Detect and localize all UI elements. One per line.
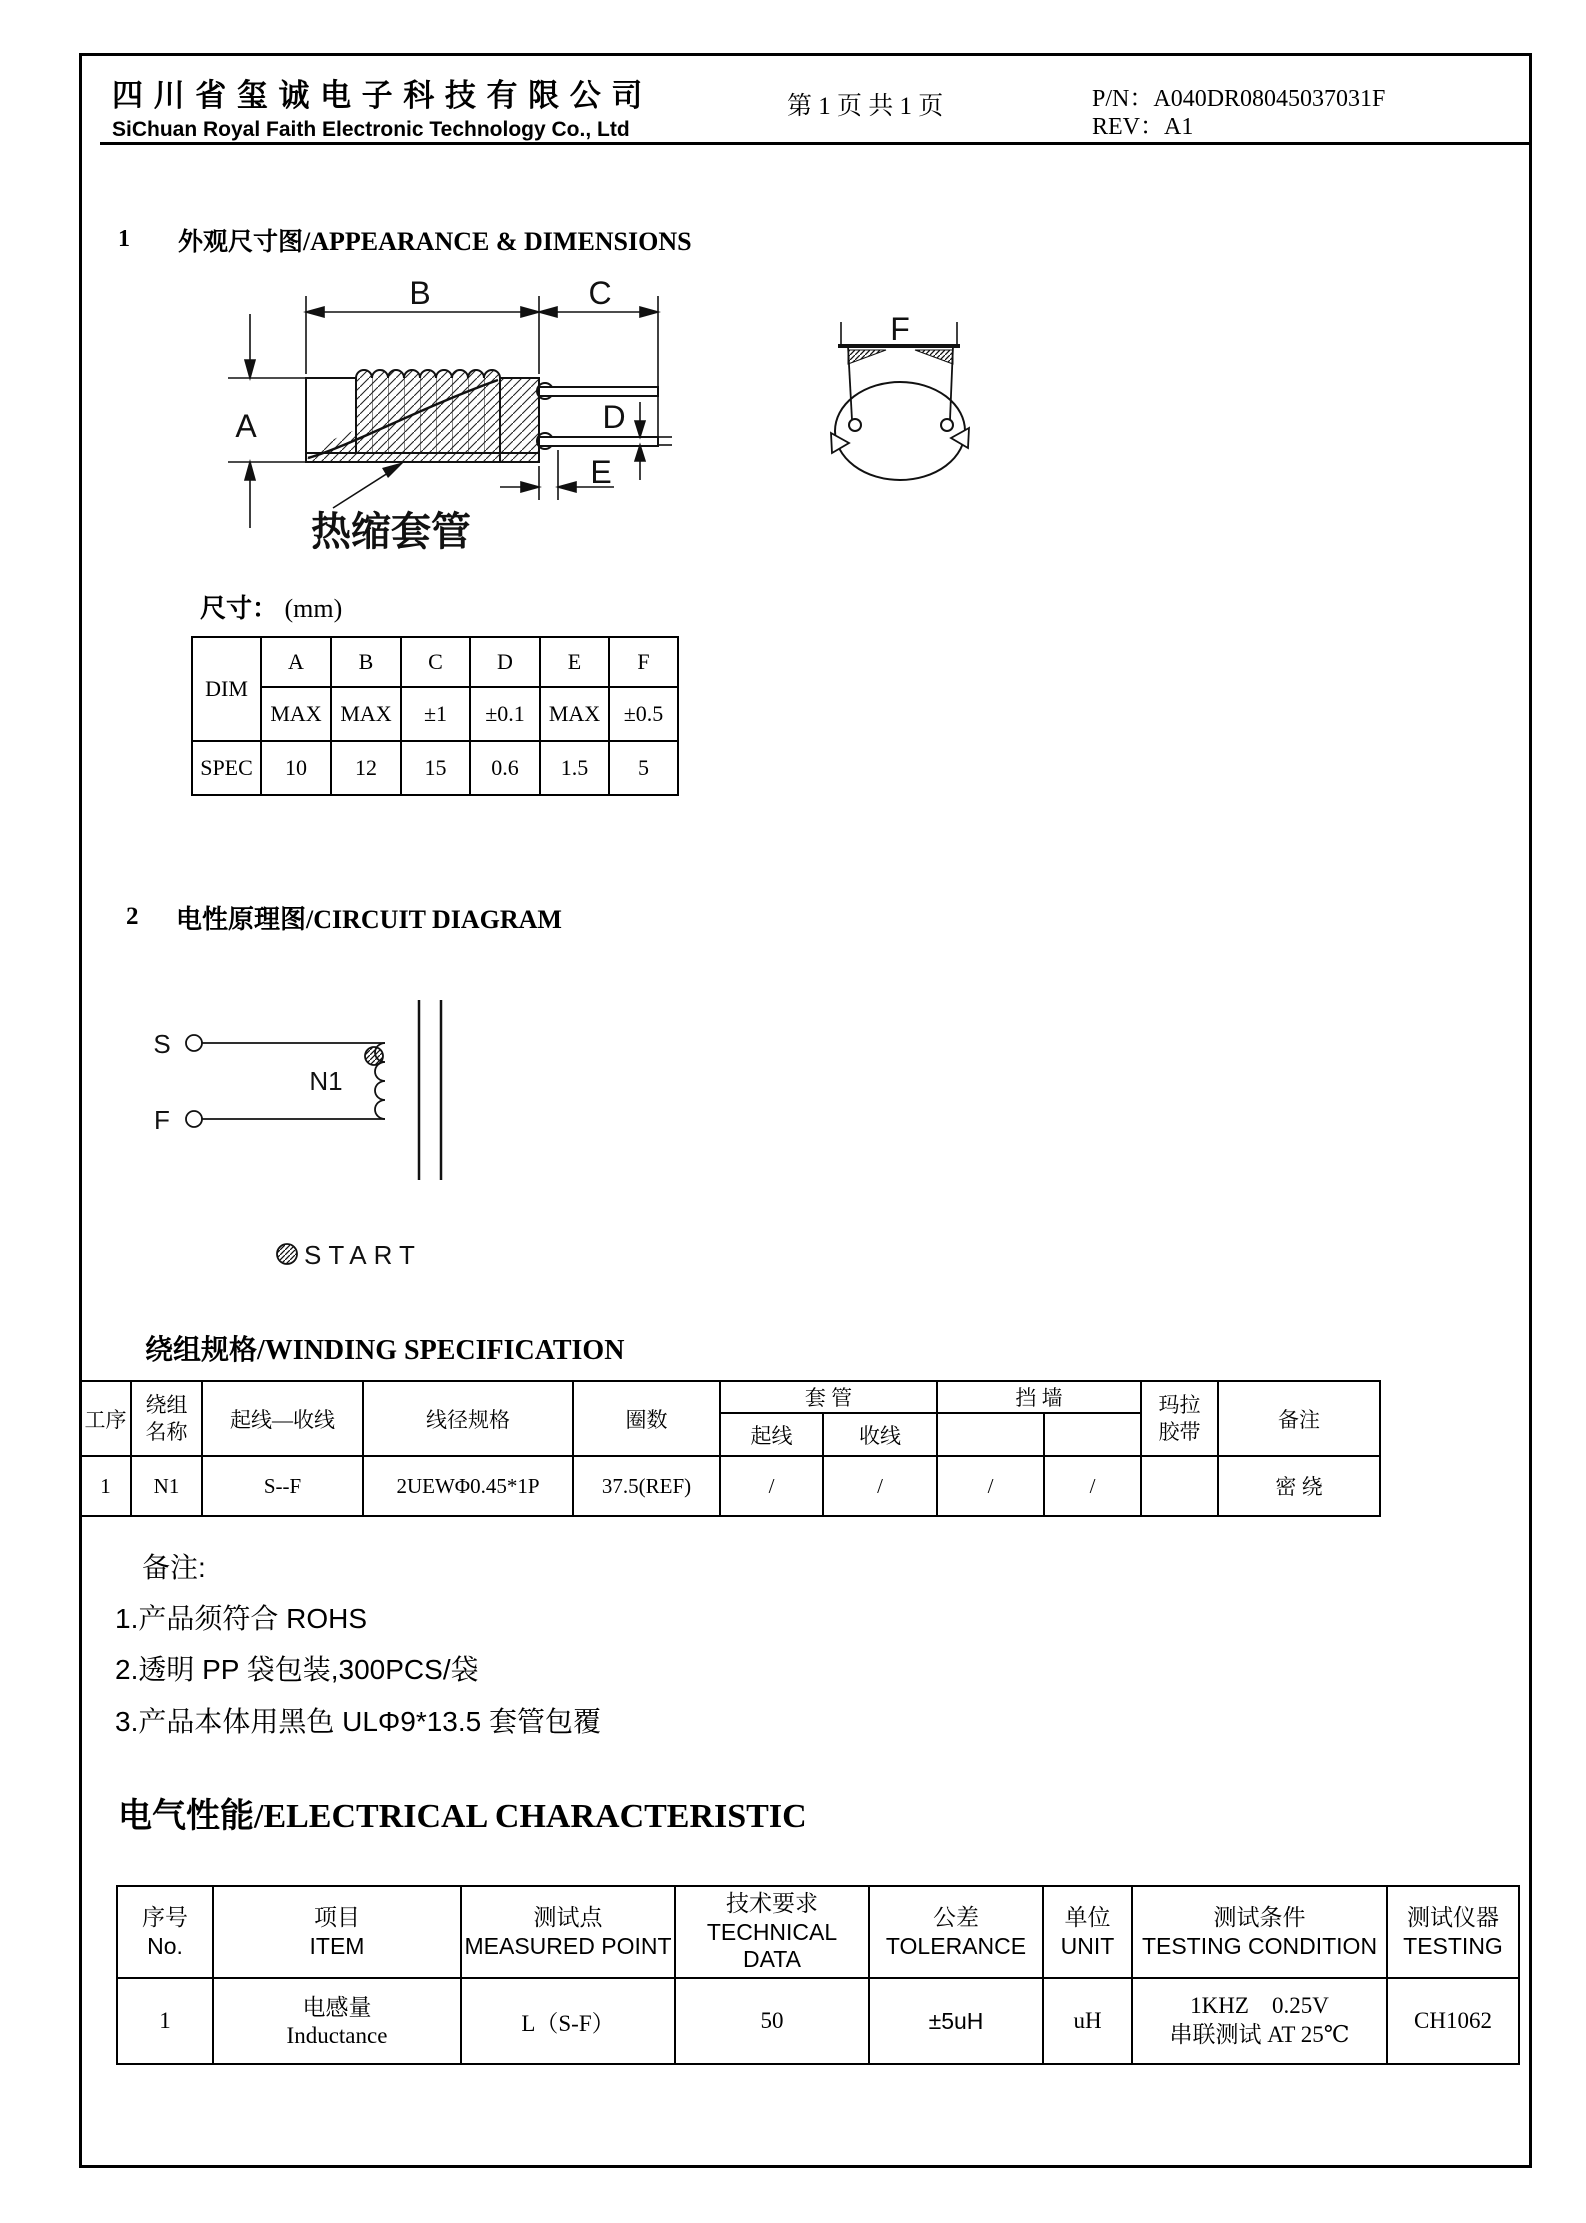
- eh-testing-condition: [1132, 1886, 1387, 1978]
- wd-wire-spec: 2UEWΦ0.45*1P: [363, 1456, 573, 1516]
- ed-item-en: Inductance: [286, 2022, 388, 2048]
- ed-no: 1: [117, 1978, 213, 2064]
- electrical-title-en: /ELECTRICAL CHARACTERISTIC: [254, 1798, 807, 1835]
- terminal-f-label: F: [154, 1105, 170, 1135]
- eh-item-cn: 项目: [314, 1904, 360, 1930]
- wd-sleeve-start: /: [720, 1456, 823, 1516]
- eh-mp-cn: 测试点: [533, 1904, 603, 1930]
- dim-tol-f: ±0.5: [609, 687, 678, 741]
- wh-turns: 圈数: [573, 1381, 720, 1456]
- sleeve-callout: [311, 462, 471, 554]
- electrical-title-cn: 电气性能: [118, 1797, 254, 1835]
- eh-testing-instrument: [1387, 1886, 1519, 1978]
- wh-winding-name: [131, 1381, 202, 1456]
- electrical-table: [116, 1885, 1520, 2065]
- section1-number: 1: [118, 226, 130, 252]
- note-item-2: 2.透明 PP 袋包装,300PCS/袋: [115, 1654, 479, 1685]
- dim-spec-b: 12: [331, 741, 401, 795]
- eh-technical-data: [675, 1886, 869, 1978]
- eh-measured-point: [461, 1886, 675, 1978]
- header-divider: [100, 142, 1530, 145]
- wd-mylar: [1141, 1456, 1218, 1516]
- eh-item-en: ITEM: [309, 1932, 365, 1959]
- wh-sleeve-finish: 收线: [823, 1413, 937, 1456]
- ed-tc-l2: 串联测试 AT 25℃: [1169, 2022, 1350, 2047]
- eh-item: [213, 1886, 461, 1978]
- electrical-title: [118, 1788, 807, 1837]
- company-name-cn: 四 川 省 玺 诚 电 子 科 技 有 限 公 司: [112, 78, 644, 113]
- dim-col-e: E: [540, 637, 609, 687]
- dim-spec-e: 1.5: [540, 741, 609, 795]
- dim-spec-a: 10: [261, 741, 331, 795]
- eh-tol-en: TOLERANCE: [885, 1932, 1027, 1959]
- wd-start-finish: S--F: [202, 1456, 363, 1516]
- terminal-s-label: S: [153, 1029, 171, 1059]
- dim-col-c: C: [401, 637, 470, 687]
- eh-no-en: No.: [147, 1932, 183, 1959]
- electrical-data-row: [117, 1978, 1519, 2064]
- dim-table-tolerance-row: [192, 687, 678, 741]
- size-caption-cn: 尺寸：: [200, 593, 279, 623]
- winding-data-row: [80, 1456, 1380, 1516]
- size-caption: [200, 588, 342, 625]
- size-caption-unit: (mm): [284, 594, 343, 623]
- dim-label-e: E: [590, 454, 612, 490]
- dim-spec-label: SPEC: [192, 741, 261, 795]
- section2-title: [176, 899, 562, 936]
- electrical-header-row: [117, 1886, 1519, 1978]
- wh-mylar: [1141, 1381, 1218, 1456]
- eh-mp-en: MEASURED POINT: [464, 1932, 672, 1959]
- section1-title-cn: 外观尺寸图: [178, 228, 304, 256]
- company-name-en: SiChuan Royal Faith Electronic Technology Co., Ltd: [112, 118, 630, 141]
- section1-title: [178, 222, 692, 258]
- pn-value: A040DR08045037031F: [1153, 86, 1386, 112]
- winding-header-row-1: [80, 1381, 1380, 1413]
- winding-spec-table: [79, 1380, 1381, 1517]
- inductor-front-view: [831, 322, 969, 480]
- ed-measured-point: L（S-F）: [461, 1978, 675, 2064]
- wd-process: 1: [80, 1456, 131, 1516]
- dim-label-f: F: [890, 311, 910, 347]
- wh-process: 工序: [80, 1381, 131, 1456]
- wh-mylar-l2: 胶带: [1158, 1419, 1201, 1444]
- dim-tol-a: MAX: [261, 687, 331, 741]
- section1-title-en: /APPEARANCE & DIMENSIONS: [303, 227, 692, 256]
- pn-label: P/N：: [1092, 86, 1154, 112]
- appearance-drawing: [140, 256, 1040, 566]
- eh-ti-en: TESTING: [1403, 1932, 1503, 1959]
- ed-technical-data: 50: [675, 1978, 869, 2064]
- dim-col-a: A: [261, 637, 331, 687]
- rev-value: A1: [1164, 114, 1194, 140]
- eh-tol-cn: 公差: [933, 1904, 979, 1930]
- dim-corner-cell: DIM: [192, 637, 261, 741]
- eh-tc-cn: 测试条件: [1213, 1904, 1306, 1930]
- dim-tol-d: ±0.1: [470, 687, 540, 741]
- dim-spec-d: 0.6: [470, 741, 540, 795]
- dim-tol-e: MAX: [540, 687, 609, 741]
- eh-no-cn: 序号: [142, 1904, 188, 1930]
- wh-barrier-2: [1044, 1413, 1141, 1456]
- wd-remark: 密 绕: [1218, 1456, 1380, 1516]
- dim-table-header-row: [192, 637, 678, 687]
- section2-title-cn: 电性原理图: [176, 904, 307, 934]
- wh-sleeve: 套 管: [720, 1381, 937, 1413]
- note-item-1: 1.产品须符合 ROHS: [115, 1603, 368, 1634]
- ed-item: [213, 1978, 461, 2064]
- notes-label: 备注:: [142, 1552, 206, 1583]
- ed-tc-l1: 1KHZ 0.25V: [1190, 1993, 1329, 2019]
- wh-barrier-1: [937, 1413, 1044, 1456]
- start-legend-label: START: [304, 1240, 422, 1270]
- wd-barrier-2: /: [1044, 1456, 1141, 1516]
- sleeve-label: 热缩套管: [311, 510, 471, 554]
- dim-col-b: B: [331, 637, 401, 687]
- wd-turns: 37.5(REF): [573, 1456, 720, 1516]
- dim-tol-b: MAX: [331, 687, 401, 741]
- circuit-diagram: [80, 960, 510, 1290]
- winding-title-cn: 绕组规格: [145, 1334, 258, 1365]
- dim-label-a: A: [235, 408, 257, 444]
- revision-row: [1092, 106, 1193, 141]
- ed-testing-condition: [1132, 1978, 1387, 2064]
- note-item-3: 3.产品本体用黑色 ULΦ9*13.5 套管包覆: [115, 1706, 602, 1737]
- wd-barrier-1: /: [937, 1456, 1044, 1516]
- dim-col-f: F: [609, 637, 678, 687]
- dim-label-d: D: [602, 399, 626, 435]
- eh-unit-en: UNIT: [1060, 1932, 1115, 1959]
- dim-spec-c: 15: [401, 741, 470, 795]
- wh-winding-name-l2: 名称: [145, 1419, 188, 1444]
- eh-tolerance: [869, 1886, 1043, 1978]
- wd-winding-name: N1: [131, 1456, 202, 1516]
- ed-instrument: CH1062: [1387, 1978, 1519, 2064]
- dim-label-c: C: [588, 275, 612, 311]
- dim-col-d: D: [470, 637, 540, 687]
- wh-barrier: 挡 墙: [937, 1381, 1141, 1413]
- wh-remark: 备注: [1218, 1381, 1380, 1456]
- wh-winding-name-l1: 绕组: [145, 1393, 188, 1418]
- eh-tc-en: TESTING CONDITION: [1141, 1932, 1378, 1959]
- eh-ti-cn: 测试仪器: [1407, 1904, 1499, 1930]
- dim-spec-f: 5: [609, 741, 678, 795]
- rev-label: REV：: [1092, 114, 1164, 140]
- winding-title-en: /WINDING SPECIFICATION: [257, 1335, 625, 1366]
- ed-unit: uH: [1043, 1978, 1132, 2064]
- wh-sleeve-start: 起线: [720, 1413, 823, 1456]
- dim-tol-c: ±1: [401, 687, 470, 741]
- page-number: 第 1 页 共 1 页: [787, 93, 944, 120]
- ed-tolerance: ±5uH: [869, 1978, 1043, 2064]
- wd-sleeve-finish: /: [823, 1456, 937, 1516]
- eh-no: [117, 1886, 213, 1978]
- eh-td-en: TECHNICAL DATA: [706, 1918, 838, 1973]
- eh-unit-cn: 单位: [1064, 1904, 1111, 1930]
- winding-n1-label: N1: [309, 1066, 343, 1096]
- winding-title: [145, 1328, 624, 1368]
- dimension-table: [191, 636, 679, 796]
- section2-number: 2: [126, 903, 139, 930]
- dim-label-b: B: [409, 275, 431, 311]
- wh-wire-spec: 线径规格: [363, 1381, 573, 1456]
- eh-td-cn: 技术要求: [726, 1891, 818, 1917]
- wh-start-finish: 起线—收线: [202, 1381, 363, 1456]
- ed-item-cn: 电感量: [302, 1993, 372, 2020]
- eh-unit: [1043, 1886, 1132, 1978]
- dim-table-spec-row: [192, 741, 678, 795]
- section2-title-en: /CIRCUIT DIAGRAM: [306, 905, 562, 934]
- wh-mylar-l1: 玛拉: [1158, 1393, 1201, 1418]
